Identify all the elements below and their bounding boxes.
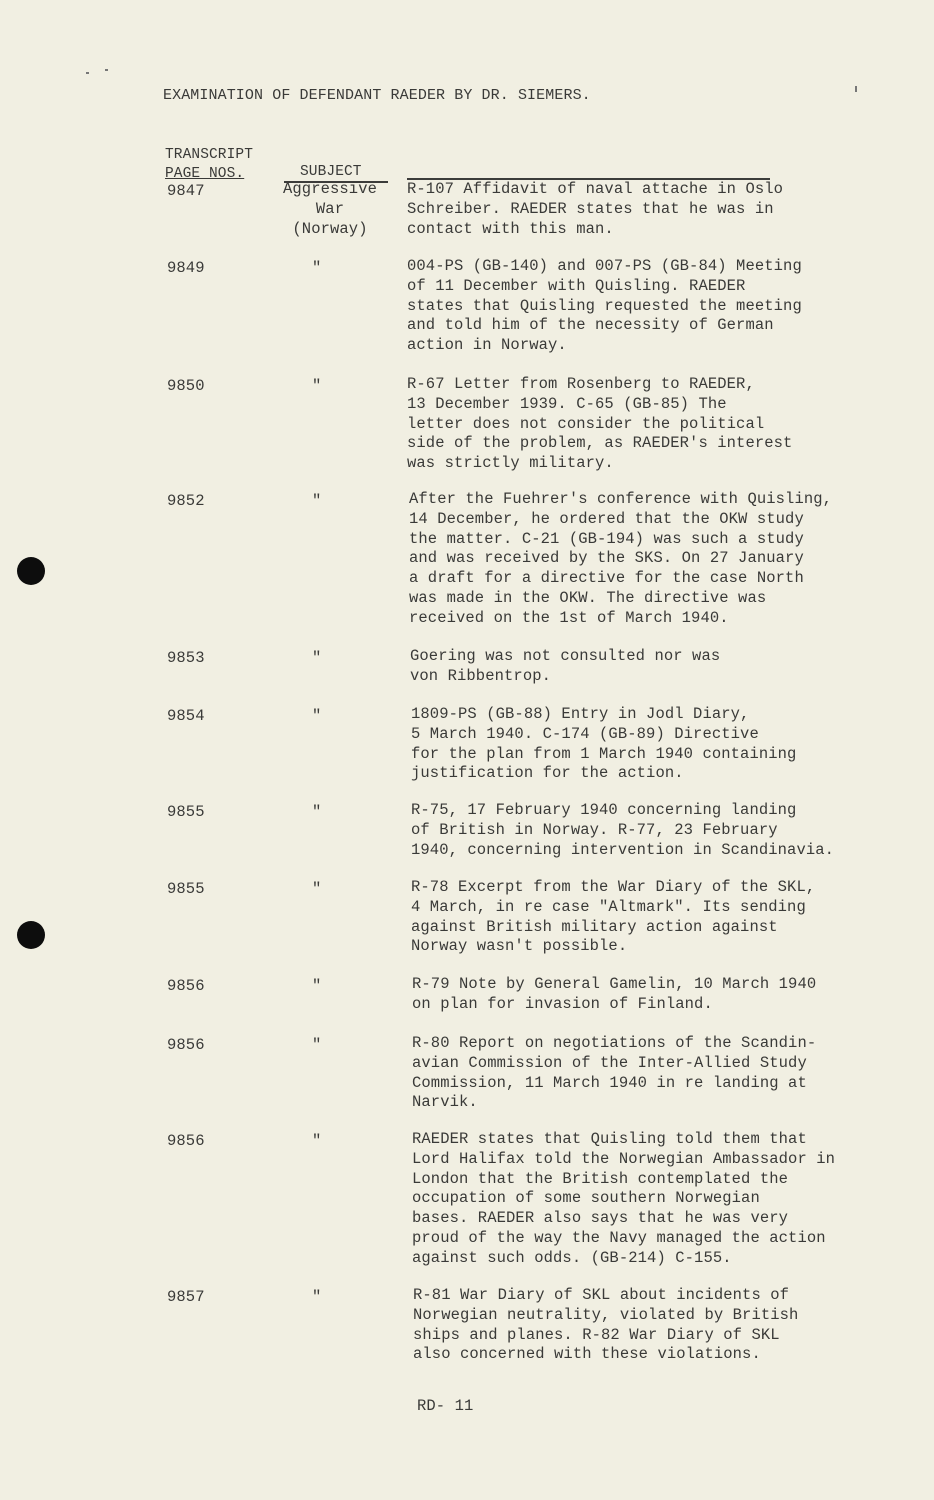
ditto-mark: " xyxy=(312,977,322,995)
subject-cell: Aggressive War (Norway) xyxy=(282,180,377,238)
entry-description: 004-PS (GB-140) and 007-PS (GB-84) Meeting of 11 December with Quisling. RAEDER states that Quisling requested the meeting and told him of the necessity of German action in Norway. xyxy=(407,257,802,355)
ditto-mark: " xyxy=(312,707,322,725)
paper-speck xyxy=(855,86,857,92)
transcript-page-number: 9849 xyxy=(167,259,205,277)
transcript-page-number: 9855 xyxy=(167,880,205,898)
transcript-page-number: 9847 xyxy=(167,182,205,200)
ditto-mark: " xyxy=(312,1036,322,1054)
punch-hole xyxy=(17,921,45,949)
transcript-page-number: 9856 xyxy=(167,977,205,995)
punch-hole xyxy=(17,557,45,585)
header-transcript: TRANSCRIPT xyxy=(165,147,254,163)
paper-speck xyxy=(105,69,108,71)
transcript-page-number: 9852 xyxy=(167,492,205,510)
entry-description: R-67 Letter from Rosenberg to RAEDER, 13 December 1939. C-65 (GB-85) The letter does not consider the political side of the problem, as RAEDER's interest was strictly military. xyxy=(407,375,793,473)
ditto-mark: " xyxy=(312,377,322,395)
entry-description: R-75, 17 February 1940 concerning landing of British in Norway. R-77, 23 February 1940, concerning intervention in Scandinavia. xyxy=(411,801,835,859)
ditto-mark: " xyxy=(312,1132,322,1150)
header-page-nos: PAGE NOS. xyxy=(165,166,245,182)
ditto-mark: " xyxy=(312,492,322,510)
entry-description: After the Fuehrer's conference with Quisling, 14 December, he ordered that the OKW study the matter. C-21 (GB-194) was such a study and was received by the SKS. On 27 January a draft for a directive for the case North was made in the OKW. The directive was received on the 1st of March 1940. xyxy=(409,490,833,627)
transcript-page-number: 9853 xyxy=(167,649,205,667)
entry-description: R-107 Affidavit of naval attache in Oslo Schreiber. RAEDER states that he was in contact with this man. xyxy=(407,180,784,238)
ditto-mark: " xyxy=(312,880,322,898)
paper-speck xyxy=(86,72,89,74)
ditto-mark: " xyxy=(312,1288,322,1306)
page-footer: RD- 11 xyxy=(417,1397,474,1415)
entry-description: R-79 Note by General Gamelin, 10 March 1940 on plan for invasion of Finland. xyxy=(412,975,817,1013)
transcript-page-number: 9856 xyxy=(167,1132,205,1150)
transcript-page-number: 9850 xyxy=(167,377,205,395)
entry-description: RAEDER states that Quisling told them that Lord Halifax told the Norwegian Ambassador in London that the British contemplated the occupation of some southern Norwegian bases. RAEDER also says that he was very proud of the way the Navy managed the action against such odds. (GB-214) C-155. xyxy=(412,1130,836,1267)
entry-description: R-80 Report on negotiations of the Scandin- avian Commission of the Inter-Allied Study Commission, 11 March 1940 in re landing at Narvik. xyxy=(412,1034,817,1112)
ditto-mark: " xyxy=(312,649,322,667)
ditto-mark: " xyxy=(312,803,322,821)
entry-description: R-81 War Diary of SKL about incidents of Norwegian neutrality, violated by British ships and planes. R-82 War Diary of SKL also concerned with these violations. xyxy=(413,1286,799,1364)
document-title: EXAMINATION OF DEFENDANT RAEDER BY DR. SIEMERS. xyxy=(163,87,591,104)
entry-description: R-78 Excerpt from the War Diary of the SKL, 4 March, in re case "Altmark". Its sending against British military action against Norway wasn't possible. xyxy=(411,878,816,956)
transcript-page-number: 9857 xyxy=(167,1288,205,1306)
transcript-page-number: 9855 xyxy=(167,803,205,821)
transcript-page-number: 9856 xyxy=(167,1036,205,1054)
entry-description: 1809-PS (GB-88) Entry in Jodl Diary, 5 March 1940. C-174 (GB-89) Directive for the plan from 1 March 1940 containing justification for the action. xyxy=(411,705,797,783)
header-subject: SUBJECT xyxy=(300,164,362,180)
ditto-mark: " xyxy=(312,259,322,277)
transcript-page-number: 9854 xyxy=(167,707,205,725)
entry-description: Goering was not consulted nor was von Ribbentrop. xyxy=(410,647,721,685)
